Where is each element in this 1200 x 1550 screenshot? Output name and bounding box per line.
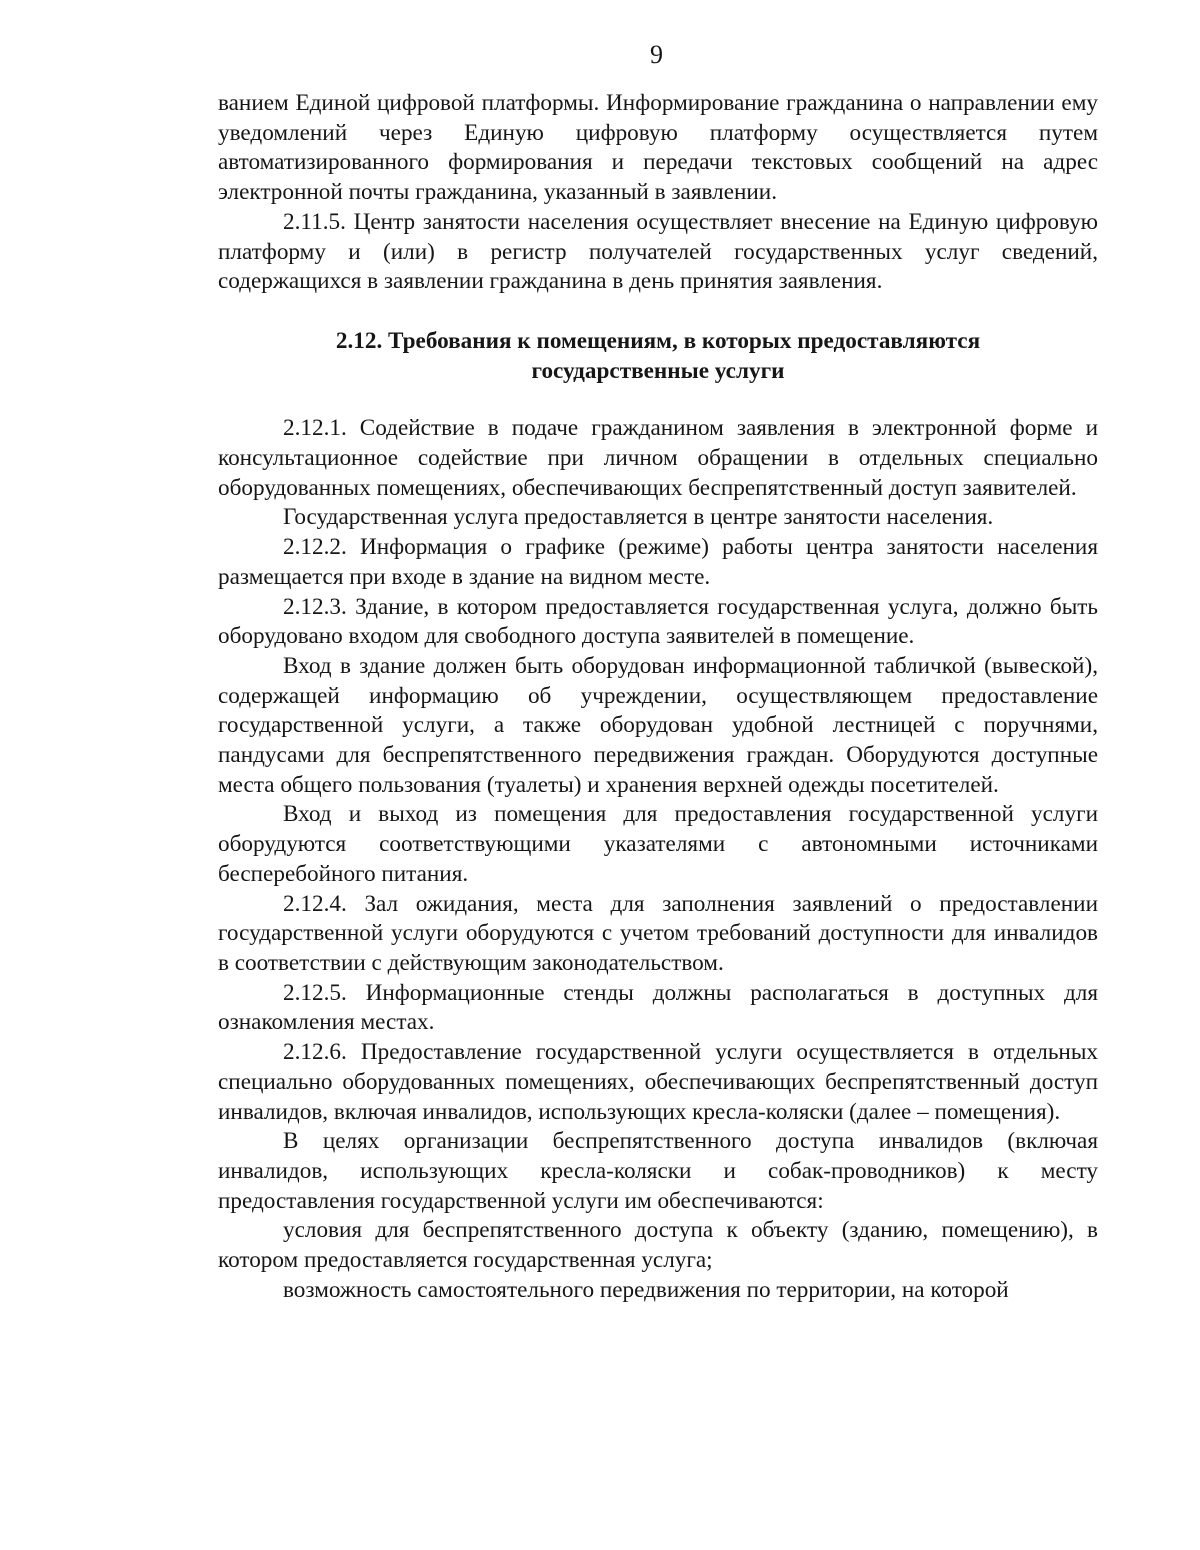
paragraph-2-12-2: 2.12.2. Информация о графике (режиме) работы центра занятости населения размещается при входе в здание на видном месте.	[218, 534, 1098, 590]
paragraph-2-11-5: 2.11.5. Центр занятости населения осуществляет внесение на Единую цифровую платформу и (или) в регистр получателей государственных услуг сведений, содержащихся в заявлении гражданина в день принятия заявления.	[218, 208, 1098, 295]
page-number: 9	[650, 40, 663, 69]
paragraph-2-12-1: 2.12.1. Содействие в подаче гражданином заявления в электронной форме и консультационное содействие при личном обращении в отдельных специально оборудованных помещениях, обеспечивающих беспрепятственный доступ заявителей.	[218, 415, 1098, 501]
paragraph-service-location: Государственная услуга предоставляется в центре занятости населения.	[283, 504, 994, 531]
document-body	[218, 89, 1098, 1305]
paragraph-2-12-3: 2.12.3. Здание, в котором предоставляется государственная услуга, должно быть оборудовано входом для свободного доступа заявителей в помещение.	[218, 593, 1098, 650]
paragraph-2-12-6: 2.12.6. Предоставление государственной услуги осуществляется в отдельных специально оборудованных помещениях, обеспечивающих беспрепятственный доступ инвалидов, включая инвалидов, использующих кресла-коляски (далее – помещения).	[218, 1039, 1098, 1125]
section-heading-line-2: государственные услуги	[531, 357, 785, 384]
paragraph-2-12-5: 2.12.5. Информационные стенды должны располагаться в доступных для ознакомления местах.	[218, 979, 1098, 1036]
paragraph-2-12-4: 2.12.4. Зал ожидания, места для заполнения заявлений о предоставлении государственной услуги оборудуются с учетом требований доступности для инвалидов в соответствии с действующим законодательством.	[218, 890, 1098, 976]
section-heading-2-12	[218, 327, 1098, 386]
section-heading-line-1: 2.12. Требования к помещениям, в которых предоставляются	[335, 327, 981, 354]
paragraph-independent-movement: возможность самостоятельного передвижения по территории, на которой	[283, 1276, 1009, 1303]
paragraph-continuation: ванием Единой цифровой платформы. Информирование гражданина о направлении ему уведомлений через Единую цифровую платформу осуществляется путем автоматизированного формирования и передачи текстовых сообщений на адрес электронной почты гражданина, указанный в заявлении.	[218, 90, 1098, 206]
paragraph-entrance-exit: Вход и выход из помещения для предоставления государственной услуги оборудуются соответствующими указателями с автономными источниками бесперебойного питания.	[218, 801, 1098, 887]
paragraph-building-entrance: Вход в здание должен быть оборудован информационной табличкой (вывеской), содержащей информацию об учреждении, осуществляющем предоставление государственной услуги, а также оборудован удобной лестницей с поручнями, пандусами для беспрепятственного передвижения граждан. Оборудуются доступные места общего пользования (туалеты) и хранения верхней одежды посетителей.	[218, 652, 1098, 798]
paragraph-access-conditions: условия для беспрепятственного доступа к объекту (зданию, помещению), в котором предоставляется государственная услуга;	[218, 1217, 1098, 1274]
paragraph-accessibility-goals: В целях организации беспрепятственного доступа инвалидов (включая инвалидов, использующих кресла-коляски и собак-проводников) к месту предоставления государственной услуги им обеспечиваются:	[218, 1128, 1098, 1214]
